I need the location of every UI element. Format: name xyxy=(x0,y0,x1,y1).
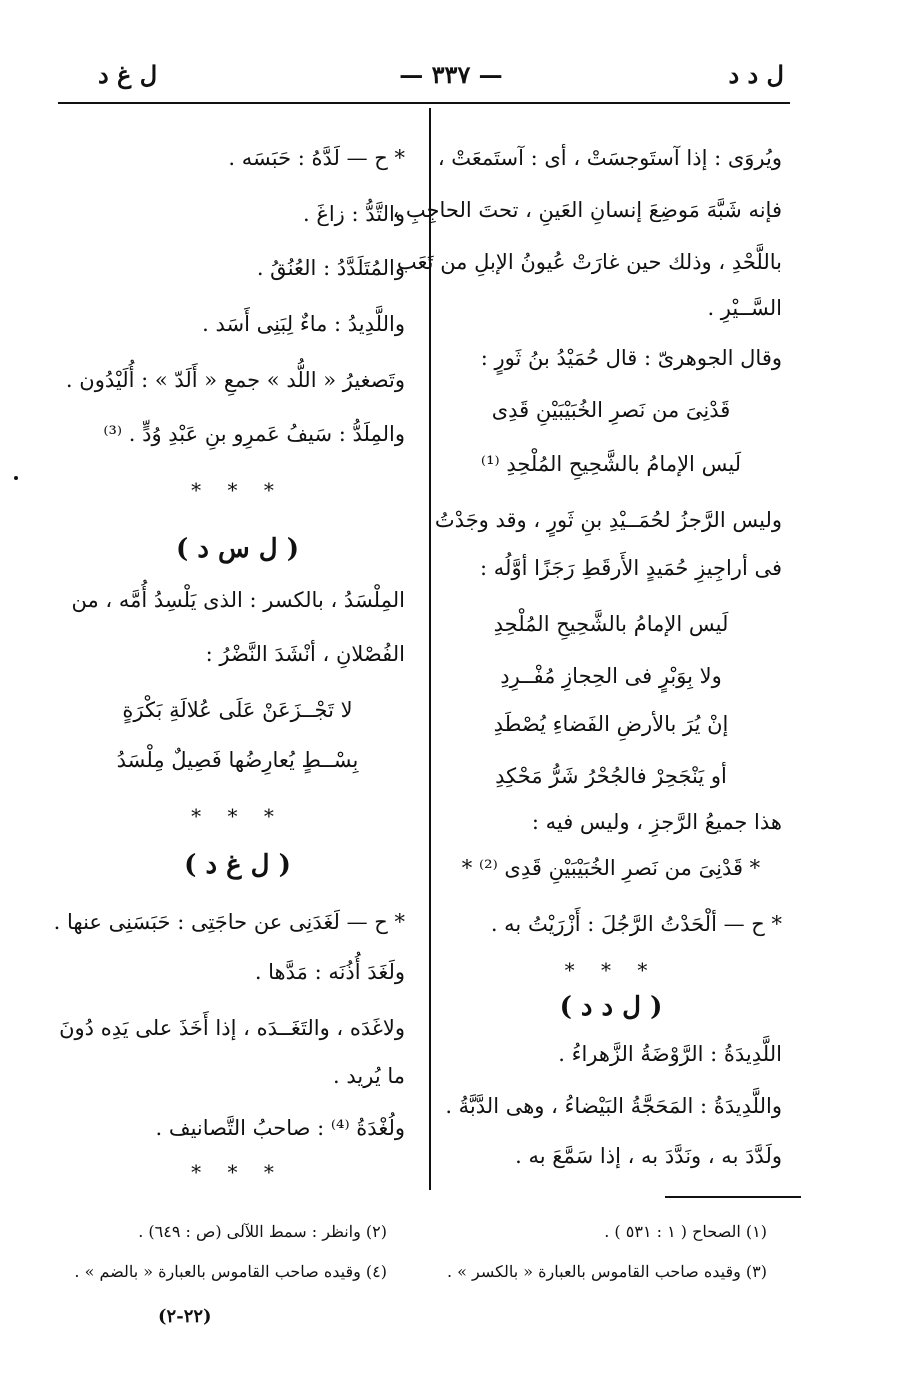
left-col-text-line: والمُتَلَدَّدُ : العُنُقُ . xyxy=(256,256,405,280)
left-col-entry-heading: ( ل س د ) xyxy=(175,534,300,564)
margin-dot xyxy=(14,476,18,480)
right-col-text-line: فإنه شَبَّهَ مَوضِعَ إنسانِ العَينِ ، تحتَ الحاجِبِ ، xyxy=(392,198,782,222)
left-col-entry-heading: ( ل غ د ) xyxy=(184,850,291,880)
right-col-verse-line: لَيس الإمامُ بالشَّحِيحِ المُلْحِدِ xyxy=(493,612,729,636)
right-col-text-line: السَّــيْرِ . xyxy=(707,296,782,320)
left-col-text-line: ولَغَدَ أُذُنَه : مَدَّها . xyxy=(254,960,405,984)
header-root-left: ل غ د xyxy=(98,60,158,89)
right-col-text-line: هذا جميعُ الرَّجزِ ، وليس فيه : xyxy=(531,810,782,834)
left-col-verse-line: لا تَجْــزَعَنْ عَلَى عُلالَةِ بَكْرَةٍ xyxy=(122,698,353,722)
left-col-text-line: * ح — لَغَدَنِى عن حاجَتِى : حَبَسَنِى عنها . xyxy=(53,910,405,934)
right-col-entry-heading: ( ل د د ) xyxy=(559,992,663,1022)
right-col-separator: * * * xyxy=(564,958,658,982)
left-col-text-line: ما يُريد . xyxy=(333,1064,405,1088)
left-col-separator: * * * xyxy=(191,478,284,502)
right-col-text-line: واللَّدِيدَةُ : المَحَجَّةُ البَيْضاءُ ، وهى الدَّبَّةُ . xyxy=(445,1094,782,1118)
right-col-verse-line: ولا بِوَبْرٍ فى الحِجازِ مُفْــرِدِ xyxy=(500,664,722,688)
right-column xyxy=(392,0,782,1374)
right-col-verse-line: * قَدْنِىَ من نَصرِ الخُبَيْبَيْنِ قَدِى ⁽²⁾ * xyxy=(461,856,761,880)
right-col-text-line: وقال الجوهرىّ : قال حُمَيْدُ بنُ ثَورٍ : xyxy=(480,346,782,370)
right-col-text-line: باللَّحْدِ ، وذلك حين غارَتْ عُيونُ الإبلِ من تَعَب xyxy=(396,250,782,274)
right-col-verse-line: لَيس الإمامُ بالشَّحِيحِ المُلْحِدِ ⁽¹⁾ xyxy=(480,452,742,476)
footnote-rule xyxy=(665,1196,801,1198)
right-col-text-line: * ح — ألْحَدْتُ الرَّجُلَ : أَزْرَيْتُ به . xyxy=(490,912,782,936)
right-col-text-line: ولَدَّدَ به ، ونَدَّدَ به ، إذا سَمَّعَ به . xyxy=(515,1144,782,1168)
left-col-text-line: وتَصغيرُ « اللُّد » جمعِ « أَلَدّ » : أُلَيْدُون . xyxy=(65,368,405,392)
right-col-verse-line: قَدْنِىَ من نَصرِ الخُبَيْبَيْنِ قَدِى xyxy=(491,398,731,422)
left-col-separator: * * * xyxy=(191,804,284,828)
right-col-text-line: وليس الرَّجزُ لحُمَــيْدِ بنِ ثَورٍ ، وقد وجَدْتُ xyxy=(434,508,782,532)
footnote-3: (٣) وقيده صاحب القاموس بالعبارة « بالكسر » . xyxy=(446,1262,767,1281)
left-column xyxy=(53,0,405,1374)
right-col-verse-line: إنْ يُرَ بالأرضِ الفَضاءِ يُصْطَدِ xyxy=(493,712,729,736)
left-col-text-line: ولُغْدَةُ ⁽⁴⁾ : صاحبُ التَّصانيف . xyxy=(155,1116,405,1140)
left-col-text-line: المِلْسَدُ ، بالكسر : الذى يَلْسِدُ أُمَّه ، من xyxy=(71,588,405,612)
footnote-4: (٤) وقيده صاحب القاموس بالعبارة « بالضم » . xyxy=(74,1262,387,1281)
right-col-text-line: ويُروَى : إذا آستَوجسَتْ ، أى : آستَمعَتْ ، xyxy=(437,146,782,170)
footnote-1: (١) الصحاح ( ١ : ٥٣١ ) . xyxy=(604,1222,767,1241)
left-col-verse-line: بِسْــطٍ يُعارِضُها فَصِيلٌ مِلْسَدُ xyxy=(116,748,359,772)
left-col-separator: * * * xyxy=(191,1160,284,1184)
signature-mark: (٢٢-٢) xyxy=(158,1306,212,1327)
left-col-text-line: والتَّدُّ : زاغَ . xyxy=(302,202,405,226)
right-col-text-line: فى أراجِيزِ حُمَيدٍ الأَرقَطِ رَجَزًا أوَّلُه : xyxy=(480,556,782,580)
left-col-text-line: * ح — لَدَّهُ : حَبَسَه . xyxy=(228,146,405,170)
left-col-text-line: والمِلَدُّ : سَيفُ عَمرِو بنِ عَبْدِ وُدٍّ . ⁽³⁾ xyxy=(103,422,405,446)
right-col-text-line: اللَّدِيدَةُ : الرَّوْضَةُ الزَّهراءُ . xyxy=(558,1042,782,1066)
page-number: — ٣٣٧ — xyxy=(399,60,503,89)
right-col-verse-line: أو يَنْجَحِرْ فالجُحْرُ شَرُّ مَحْكِدِ xyxy=(495,764,727,788)
left-col-text-line: واللَّدِيدُ : ماءٌ لِبَنِى أَسَد . xyxy=(202,312,405,336)
left-col-text-line: ولاغَدَه ، والتَغَــدَه ، إذا أَخَذَ على يَدِه دُونَ xyxy=(59,1016,405,1040)
header-root-right: ل د د xyxy=(728,60,784,89)
left-col-text-line: الفُصْلانِ ، أنْشَدَ النَّضْرُ : xyxy=(205,642,405,666)
footnote-2: (٢) وانظر : سمط اللآلى (ص : ٦٤٩) . xyxy=(138,1222,387,1241)
